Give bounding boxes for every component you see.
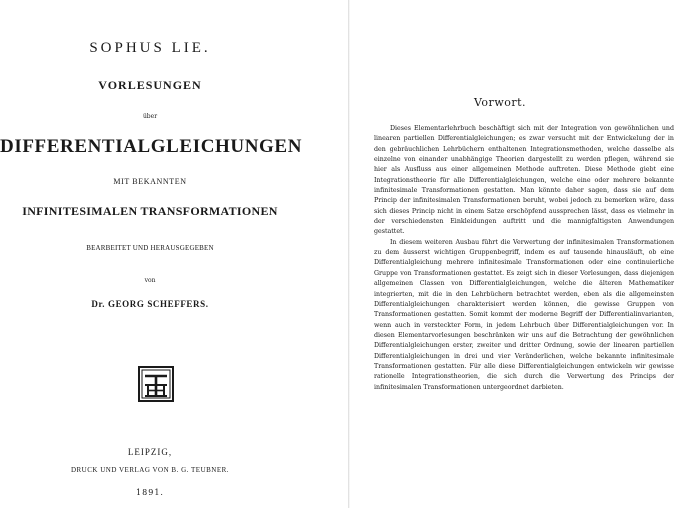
author-name: SOPHUS LIE. (89, 40, 211, 56)
ueber-word: über (142, 113, 158, 120)
book-title: DIFFERENTIALGLEICHUNGEN (0, 136, 303, 157)
lectures-heading: VORLESUNGEN (98, 78, 202, 92)
publisher-line: DRUCK UND VERLAG VON B. G. TEUBNER. (70, 466, 230, 474)
preface-paragraph-1: Dieses Elementarlehrbuch beschäftigt sich mit der Integration von gewöhnlichen und linearen partiellen Differentialgleichungen; es zwar versucht mit der Entwickelung der in den gebräuchlichen Lehrbüchern enthaltenen Integrationsmethoden, welche dasselbe als einzelne von einander unabhängige Theorien dargestellt zu werden pflegen, während sie hier als Ausfluss aus einer allgemeinen Methode auftreten. Diese Methode giebt eine Integrationstheorie für alle Differentialgleichungen, welche eine oder mehrere bekannte infinitesimale Transformationen gestatten. Man könnte daher sagen, dass sie auf dem Princip der infinitesimalen Transformationen beruht, wobei jedoch zu bemerken wäre, dass sich dieses Princip nicht in einem Satze erschöpfend aussprechen lässt, dass es vielmehr in der verschiedensten Einkleidungen auftritt und die mannigfaltigsten Anwendungen gestattet. (374, 125, 674, 236)
preface-page (350, 0, 700, 508)
preface-body (374, 124, 674, 393)
publication-year: 1891. (136, 488, 164, 497)
edited-by-line: BEARBEITET UND HERAUSGEGEBEN (86, 244, 214, 252)
editor-name: Dr. GEORG SCHEFFERS. (91, 299, 209, 309)
preface-title: Vorwort. (474, 96, 527, 109)
title-connector: MIT BEKANNTEN (113, 177, 187, 186)
von-word: von (144, 277, 156, 284)
preface-paragraph-2: In diesem weiteren Ausbau führt die Verwertung der infinitesimalen Transformationen zu dem äusserst wichtigen Gruppenbegriff, indem es auf tausende hinausläuft, ob eine Differentialgleichung mehrere infinitesimale Transformationen oder eine continuierliche Gruppe von Transformationen gestattet. Es zeigt sich in dieser Vorlesungen, dass diejenigen allgemeinen Classen von Differentialgleichungen, welche die älteren Mathematiker integrierten, mit die in den Lehrbüchern betrachtet werden, eben als die allgemeinsten Differentialgleichungen charakterisiert werden können, die gewisse Gruppen von Transformationen gestatten. Somit kommt der moderne Begriff der Differentialinvarianten, wenn auch in versteckter Form, in jedem Lehrbuch über Differentialgleichungen vor. In diesen Elementarvorlesungen beschränken wir uns auf die Betrachtung der gewöhnlichen Differentialgleichungen erster, zweiter und dritter Ordnung, sowie der linearen partiellen Differentialgleichungen in drei und vier Veränderlichen, welche bekannte infinitesimale Transformationen gestatten. Für alle diese Differentialgleichungen entwickeln wir gewisse rationelle Integrationstheorien, die sich durch die Verwertung des Princips der infinitesimalen Transformationen untergeordnet darbieten. (374, 238, 674, 391)
title-page (0, 0, 348, 508)
book-subtitle: INFINITESIMALEN TRANSFORMATIONEN (22, 204, 278, 218)
publisher-logo-icon (138, 366, 174, 402)
publication-city: LEIPZIG, (127, 447, 173, 457)
